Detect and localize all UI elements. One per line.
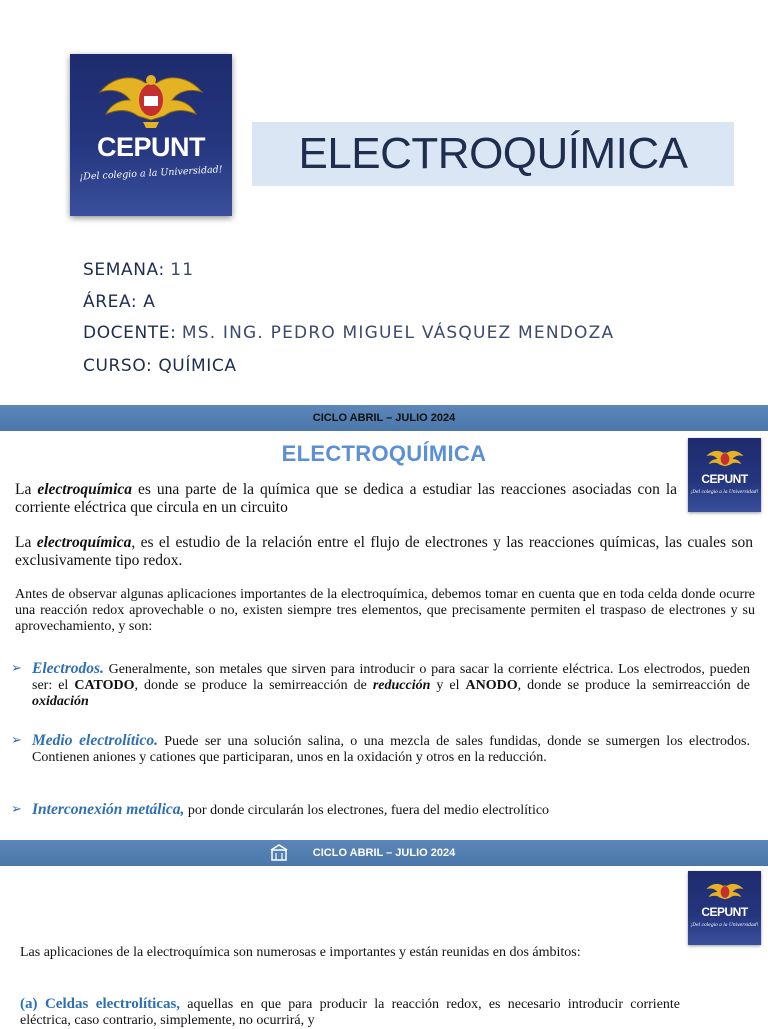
bullet-arrow-icon: ➢ <box>11 802 22 817</box>
meta-key: ÁREA: A <box>83 292 156 312</box>
cycle-banner-text: CICLO ABRIL – JULIO 2024 <box>312 412 456 424</box>
cycle-banner-text: CICLO ABRIL – JULIO 2024 <box>312 847 456 859</box>
term-reduccion: reducción <box>372 678 431 693</box>
meta-key: SEMANA: <box>83 260 165 280</box>
text: Puede ser una solución salina, o una mezcla de sales fundidas, donde se sumergen los electrodos. Contienen aniones y cationes que participaran, unos en la oxidación y otros en la reducción. <box>32 734 751 765</box>
logo-name: CEPUNT <box>701 472 748 486</box>
meta-curso <box>83 356 237 376</box>
paragraph-intro: Antes de observar algunas aplicaciones importantes de la electroquímica, debemos tomar en cuenta que en toda celda donde ocurre una reacción redox aprovechable o no, existen siempre tres elementos, que precisamente permiten el traspaso de electrones y su aprovechamiento, y son: <box>15 587 755 634</box>
paragraph-definition-1 <box>15 481 677 517</box>
logo-tagline: ¡Del colegio a la Universidad! <box>79 164 223 183</box>
term-anodo: ANODO <box>465 678 518 693</box>
meta-docente <box>83 323 614 343</box>
meta-key: DOCENTE: <box>83 323 177 343</box>
bullet-arrow-icon: ➢ <box>11 733 22 748</box>
logo-tagline: ¡Del colegio a la Universidad! <box>690 490 759 495</box>
term-oxidacion: oxidación <box>32 694 89 709</box>
meta-key: CURSO: QUÍMICA <box>83 356 237 376</box>
eagle-crest-icon <box>705 879 745 905</box>
term-catodo: CATODO <box>74 678 135 693</box>
bullet-interconexion <box>32 802 750 819</box>
text: , es el estudio de la relación entre el flujo de electrones y las reacciones químicas, las cuales son exclusivamente tipo redox. <box>15 534 753 569</box>
slide-title: ELECTROQUÍMICA <box>298 129 688 178</box>
bullet-heading: Interconexión metálica, <box>32 801 185 818</box>
bullet-electrodos <box>32 661 750 710</box>
section-title: ELECTROQUÍMICA <box>281 441 487 466</box>
meta-area <box>83 292 155 312</box>
eagle-crest-icon <box>705 446 745 472</box>
text: y el <box>430 678 466 693</box>
logo-name: CEPUNT <box>701 905 748 919</box>
item-celdas-electroliticas <box>20 996 680 1029</box>
bullet-arrow-icon: ➢ <box>11 661 22 676</box>
logo-name: CEPUNT <box>96 132 205 162</box>
paragraph-definition-2 <box>15 534 753 570</box>
bullet-heading: Electrodos. <box>32 660 104 677</box>
text: La <box>15 534 37 551</box>
text: La <box>15 481 38 498</box>
meta-value: 11 <box>170 260 195 280</box>
cepunt-logo-small <box>688 438 761 512</box>
cepunt-logo <box>70 54 232 216</box>
bullet-medio-electrolitico <box>32 733 750 766</box>
paragraph-aplicaciones: Las aplicaciones de la electroquímica son numerosas e importantes y están reunidas en dos ámbitos: <box>20 945 581 960</box>
meta-value: MS. ING. PEDRO MIGUEL VÁSQUEZ MENDOZA <box>181 323 615 343</box>
text: es una parte de la química que se dedica a estudiar las reacciones asociadas con la corriente eléctrica que circula en un circuito <box>15 481 678 516</box>
term-electroquimica: electroquímica <box>37 481 133 498</box>
term-electroquimica: electroquímica <box>36 534 132 551</box>
eagle-crest-icon <box>96 70 206 130</box>
bullet-heading: Medio electrolítico. <box>32 732 158 749</box>
item-heading: (a) Celdas electrolíticas, <box>20 996 181 1012</box>
text: , donde se produce la semirreacción de <box>134 678 373 693</box>
meta-semana <box>83 260 194 280</box>
logo-tagline: ¡Del colegio a la Universidad! <box>690 923 759 928</box>
text: por donde circularán los electrones, fuera del medio electrolítico <box>184 803 550 818</box>
cepunt-logo-small <box>688 871 761 945</box>
text: aquellas en que para producir la reacción redox, es necesario introducir corriente eléctrica, caso contrario, simplemente, no ocurrirá, y <box>20 997 681 1028</box>
text: , donde se produce la semirreacción de <box>517 678 750 693</box>
text: Generalmente, son metales que sirven para introducir o para sacar la corriente eléctrica. Los electrodos, pueden ser: el <box>32 662 750 693</box>
